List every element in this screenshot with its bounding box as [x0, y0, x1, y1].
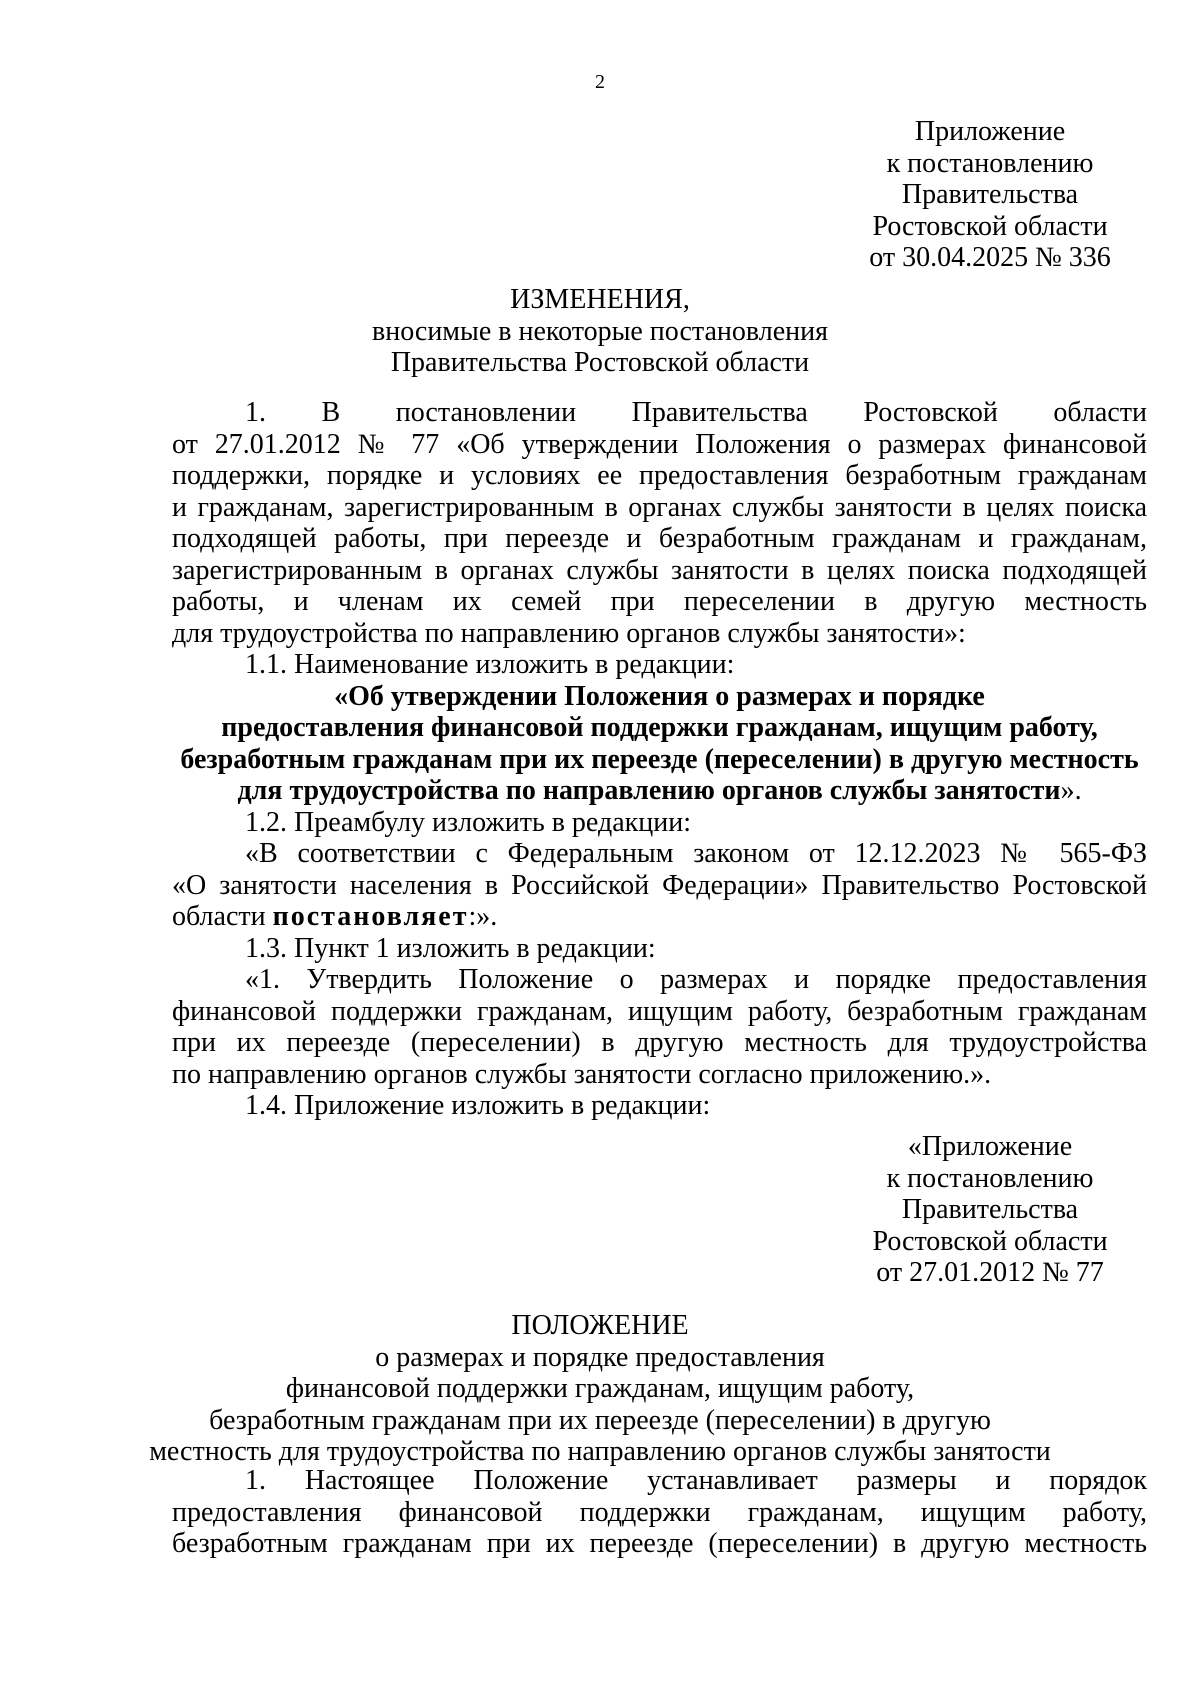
item-1-3-line: по направлению органов службы занятости согласно приложению.».	[172, 1058, 992, 1090]
regulation-item-1-line: безработным гражданам при их переезде (переселении) в другую местность	[172, 1528, 1147, 1559]
item-1-2-suffix: :».	[468, 901, 498, 932]
appendix-quote-line: к постановлению	[886, 1162, 1094, 1194]
item-1-3-line: «1. Утвердить Положение о размерах и порядке предоставления	[245, 964, 1147, 995]
document-title	[100, 284, 1100, 379]
item-1-line: зарегистрированным в органах службы занятости в целях поиска подходящей	[172, 554, 1147, 586]
item-1-2-bold: постановляет	[272, 901, 469, 932]
item-1-2-line: «В соответствии с Федеральным законом от 12.12.2023 № 565-ФЗ	[245, 838, 1147, 869]
item-1-1-bold-line: предоставления финансовой поддержки гражданам, ищущим работу,	[221, 712, 1098, 743]
item-1-3-line: при их переезде (переселении) в другую местность для трудоустройства	[172, 1027, 1147, 1058]
item-1-2-last-line	[172, 901, 1147, 933]
document-title-line: Правительства Ростовской области	[390, 347, 810, 378]
item-1-1-intro: 1.1. Наименование изложить в редакции:	[245, 649, 735, 680]
item-1-line: работы, и членам их семей при переселении в другую местность	[172, 586, 1147, 617]
regulation-title-line: о размерах и порядке предоставления	[375, 1341, 825, 1373]
item-1-3-intro: 1.3. Пункт 1 изложить в редакции:	[245, 932, 656, 964]
item-1-line: для трудоустройства по направлению органов службы занятости»:	[172, 617, 966, 649]
appendix-quote-line: от 27.01.2012 № 77	[876, 1257, 1104, 1288]
regulation-item-1-line: 1. Настоящее Положение устанавливает размеры и порядок	[245, 1465, 1147, 1496]
item-1-3-line: финансовой поддержки гражданам, ищущим работу, безработным гражданам	[172, 995, 1147, 1027]
appendix-header-line: Приложение	[914, 116, 1066, 147]
item-1-line: поддержки, порядке и условиях ее предоставления безработным гражданам	[172, 460, 1147, 491]
item-1-line: подходящей работы, при переезде и безработным гражданам и гражданам,	[172, 523, 1147, 554]
document-title-line: вносимые в некоторые постановления	[371, 315, 829, 347]
item-1-2-line: «О занятости населения в Российской Федерации» Правительство Ростовской	[172, 869, 1147, 901]
item-1-4-intro: 1.4. Приложение изложить в редакции:	[245, 1090, 711, 1121]
appendix-header-line: от 30.04.2025 № 336	[869, 242, 1111, 273]
item-1-1-bold-last-line	[172, 775, 1147, 807]
appendix-quote	[840, 1131, 1140, 1289]
item-1-1-bold-text: для трудоустройства по направлению органов службы занятости	[237, 775, 1061, 806]
appendix-quote-line: «Приложение	[907, 1131, 1073, 1162]
appendix-header-line: к постановлению	[886, 147, 1094, 179]
regulation-title-line: безработным гражданам при их переезде (переселении) в другую	[209, 1404, 991, 1436]
document-title-main: ИЗМЕНЕНИЯ,	[510, 284, 690, 315]
item-1-2-intro: 1.2. Преамбулу изложить в редакции:	[245, 806, 692, 838]
appendix-quote-line: Правительства	[901, 1194, 1079, 1225]
appendix-header-line: Правительства	[901, 179, 1079, 210]
regulation-title-line: финансовой поддержки гражданам, ищущим работу,	[285, 1373, 915, 1404]
regulation-title-line: местность для трудоустройства по направлению органов службы занятости	[149, 1436, 1051, 1467]
regulation-title	[100, 1310, 1100, 1468]
item-1-line: от 27.01.2012 № 77 «Об утверждении Положения о размерах финансовой	[172, 428, 1147, 460]
appendix-header	[840, 116, 1140, 274]
item-1-line: и гражданам, зарегистрированным в органах службы занятости в целях поиска	[172, 491, 1147, 523]
item-1-1-bold-line: безработным гражданам при их переезде (переселении) в другую местность	[180, 743, 1139, 775]
page-number: 2	[595, 71, 605, 93]
regulation-item-1-line: предоставления финансовой поддержки гражданам, ищущим работу,	[172, 1496, 1147, 1528]
appendix-quote-line: Ростовской области	[872, 1225, 1108, 1257]
amendments-body	[172, 397, 1147, 1122]
item-1-line: 1. В постановлении Правительства Ростовской области	[245, 397, 1147, 428]
regulation-body	[172, 1465, 1147, 1560]
item-1-1-closing: ».	[1060, 775, 1082, 806]
regulation-title-main: ПОЛОЖЕНИЕ	[511, 1310, 689, 1341]
appendix-header-line: Ростовской области	[872, 210, 1108, 242]
item-1-2-prefix: области	[172, 901, 273, 932]
item-1-1-bold-line: «Об утверждении Положения о размерах и порядке	[334, 680, 985, 712]
